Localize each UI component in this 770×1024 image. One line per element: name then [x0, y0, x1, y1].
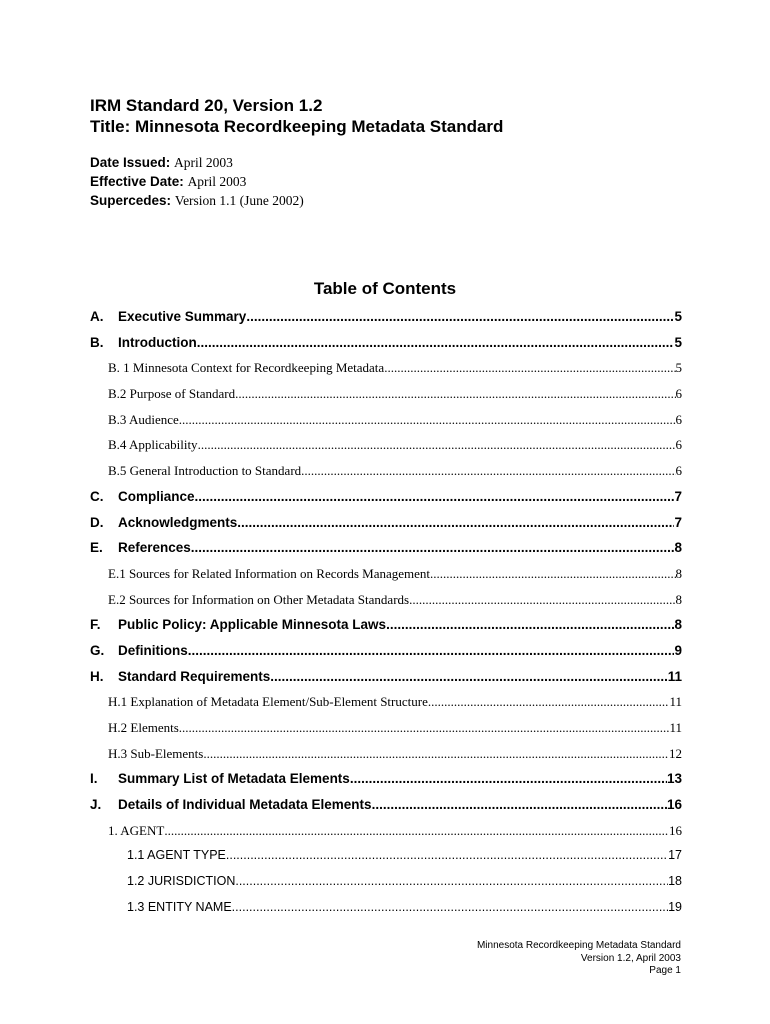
- document-title: Title: Minnesota Recordkeeping Metadata Standard: [90, 117, 504, 136]
- toc-entry[interactable]: [90, 843, 682, 869]
- toc-page-number: 11: [667, 668, 682, 684]
- effective-date-label: Effective Date:: [90, 174, 184, 189]
- supercedes-row: [90, 191, 304, 210]
- toc-entry[interactable]: [90, 612, 682, 638]
- toc-entry[interactable]: [90, 355, 682, 381]
- toc-entry-letter: G.: [90, 642, 105, 658]
- toc-dot-leader: [386, 612, 674, 638]
- toc-entry[interactable]: [90, 818, 682, 844]
- toc-entry-label: 1.2 JURISDICTION: [127, 874, 236, 889]
- toc-entry-label: Executive Summary: [118, 309, 247, 324]
- toc-entry-label: B.5 General Introduction to Standard: [108, 463, 302, 479]
- toc-entry[interactable]: [90, 638, 682, 664]
- toc-entry[interactable]: [90, 741, 682, 767]
- toc-entry[interactable]: [90, 432, 682, 458]
- toc-dot-leader: [350, 766, 667, 792]
- toc-entry-label: E.2 Sources for Information on Other Metadata Standards: [108, 591, 410, 607]
- toc-entry[interactable]: [90, 895, 682, 921]
- toc-page-number: 5: [674, 334, 682, 350]
- toc-entry[interactable]: [90, 561, 682, 587]
- toc-dot-leader: [235, 381, 675, 407]
- toc-entry-label: References: [118, 540, 191, 556]
- toc-page-number: 8: [674, 540, 682, 556]
- toc-entry-label: Public Policy: Applicable Minnesota Laws: [118, 617, 387, 633]
- effective-date-value: April 2003: [187, 174, 247, 189]
- date-issued-row: [90, 153, 304, 172]
- toc-dot-leader: [428, 689, 670, 715]
- date-issued-value: April 2003: [174, 155, 233, 170]
- table-of-contents: [90, 304, 682, 921]
- toc-dot-leader: [198, 432, 676, 458]
- toc-entry[interactable]: [90, 510, 682, 536]
- toc-entry-label: Details of Individual Metadata Elements: [118, 797, 372, 813]
- toc-entry-label: H.3 Sub-Elements: [108, 745, 204, 761]
- toc-entry-label: B.3 Audience: [108, 411, 179, 427]
- toc-entry-label: B.4 Applicability: [108, 437, 198, 453]
- toc-entry[interactable]: [90, 792, 682, 818]
- toc-dot-leader: [270, 664, 667, 690]
- toc-entry-letter: F.: [90, 617, 101, 633]
- toc-page-number: 5: [675, 360, 682, 376]
- toc-page-number: 8: [675, 591, 682, 607]
- toc-entry-label: Acknowledgments: [118, 514, 238, 530]
- toc-heading: Table of Contents: [313, 279, 457, 298]
- toc-page-number: 18: [668, 874, 682, 889]
- toc-entry-label: 1. AGENT: [108, 822, 165, 838]
- toc-entry[interactable]: [90, 715, 682, 741]
- toc-dot-leader: [188, 638, 675, 664]
- toc-entry-letter: E.: [90, 540, 103, 556]
- toc-dot-leader: [384, 355, 675, 381]
- toc-entry-label: B. 1 Minnesota Context for Recordkeeping Metadata: [108, 360, 385, 376]
- toc-page-number: 7: [674, 514, 682, 530]
- toc-page-number: 16: [666, 797, 682, 813]
- toc-dot-leader: [226, 843, 668, 869]
- date-issued-label: Date Issued:: [90, 155, 171, 170]
- toc-dot-leader: [164, 818, 669, 844]
- toc-page-number: 7: [674, 488, 682, 504]
- toc-entry-letter: I.: [90, 771, 98, 787]
- toc-page-number: 16: [669, 822, 682, 838]
- toc-page-number: 5: [674, 309, 682, 324]
- toc-entry-letter: B.: [90, 334, 104, 350]
- supercedes-value: Version 1.1 (June 2002): [174, 193, 304, 208]
- toc-dot-leader: [246, 304, 674, 330]
- toc-page-number: 12: [669, 745, 682, 761]
- toc-entry[interactable]: [90, 689, 682, 715]
- toc-entry[interactable]: [90, 587, 682, 613]
- toc-entry[interactable]: [90, 407, 682, 433]
- document-title-block: [90, 95, 503, 137]
- toc-dot-leader: [237, 510, 674, 536]
- toc-dot-leader: [179, 715, 670, 741]
- toc-entry[interactable]: [90, 304, 682, 330]
- document-metadata: [90, 153, 304, 210]
- toc-entry-label: E.1 Sources for Related Information on Records Management: [108, 565, 431, 581]
- toc-entry-letter: D.: [90, 514, 104, 530]
- toc-entry-label: Summary List of Metadata Elements: [118, 771, 350, 787]
- toc-page-number: 9: [674, 642, 682, 658]
- toc-dot-leader: [179, 407, 676, 433]
- toc-entry[interactable]: [90, 458, 682, 484]
- toc-entry-letter: H.: [90, 668, 104, 684]
- toc-entry[interactable]: [90, 766, 682, 792]
- toc-entry-label: 1.1 AGENT TYPE: [127, 848, 226, 863]
- toc-page-number: 11: [669, 720, 682, 735]
- page-footer: [477, 940, 681, 978]
- effective-date-row: [90, 172, 304, 191]
- toc-dot-leader: [430, 561, 675, 587]
- toc-entry-label: Compliance: [118, 488, 195, 504]
- toc-page-number: 11: [669, 694, 682, 710]
- standard-number: IRM Standard 20, Version 1.2: [90, 96, 323, 115]
- toc-dot-leader: [191, 535, 675, 561]
- toc-page-number: 6: [675, 386, 682, 402]
- toc-page-number: 17: [668, 848, 682, 863]
- supercedes-label: Supercedes:: [90, 193, 172, 208]
- toc-page-number: 13: [666, 771, 682, 787]
- toc-dot-leader: [409, 587, 675, 613]
- toc-dot-leader: [235, 869, 668, 895]
- toc-page-number: 8: [674, 617, 682, 633]
- toc-entry-label: Standard Requirements: [118, 668, 271, 684]
- toc-page-number: 8: [675, 565, 682, 581]
- toc-entry[interactable]: [90, 381, 682, 407]
- footer-document-name: Minnesota Recordkeeping Metadata Standard: [476, 940, 681, 951]
- toc-dot-leader: [203, 741, 669, 767]
- toc-entry-label: Definitions: [118, 642, 188, 658]
- toc-page-number: 6: [675, 411, 682, 427]
- toc-entry[interactable]: [90, 869, 682, 895]
- toc-entry-label: H.2 Elements: [108, 720, 179, 735]
- toc-entry-label: H.1 Explanation of Metadata Element/Sub-Element Structure: [108, 694, 428, 710]
- toc-page-number: 19: [668, 899, 682, 914]
- toc-entry[interactable]: [90, 664, 682, 690]
- toc-dot-leader: [232, 895, 668, 921]
- toc-entry-label: Introduction: [118, 334, 197, 350]
- toc-entry[interactable]: [90, 535, 682, 561]
- toc-page-number: 6: [675, 437, 682, 453]
- footer-page-number: Page 1: [649, 965, 681, 976]
- toc-entry-letter: J.: [90, 797, 102, 813]
- toc-entry[interactable]: [90, 484, 682, 510]
- toc-entry-label: 1.3 ENTITY NAME: [127, 899, 232, 914]
- toc-dot-leader: [372, 792, 667, 818]
- toc-dot-leader: [197, 330, 675, 356]
- toc-entry-label: B.2 Purpose of Standard: [108, 386, 236, 402]
- toc-entry-letter: A.: [90, 309, 104, 324]
- toc-entry-letter: C.: [90, 488, 104, 504]
- footer-version: Version 1.2, April 2003: [580, 952, 681, 964]
- toc-page-number: 6: [675, 463, 682, 479]
- toc-entry[interactable]: [90, 330, 682, 356]
- toc-dot-leader: [301, 458, 675, 484]
- toc-dot-leader: [195, 484, 675, 510]
